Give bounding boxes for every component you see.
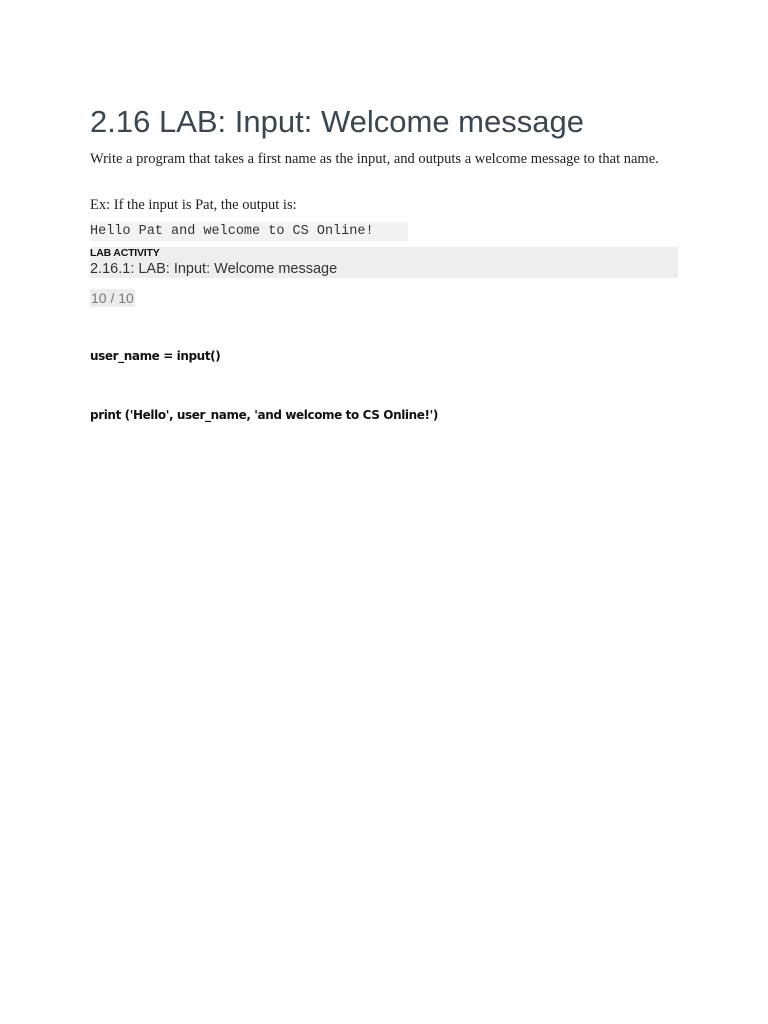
page-title: 2.16 LAB: Input: Welcome message: [90, 104, 584, 139]
lab-activity-header: [90, 247, 678, 278]
score-badge: 10 / 10: [91, 290, 134, 306]
code-line: print ('Hello', user_name, 'and welcome to CS Online!'): [90, 408, 438, 422]
lab-activity-label: LAB ACTIVITY: [90, 247, 160, 259]
example-intro: Ex: If the input is Pat, the output is:: [90, 197, 297, 213]
problem-description: Write a program that takes a first name as the input, and outputs a welcome message to that name.: [90, 151, 659, 167]
sample-output: Hello Pat and welcome to CS Online!: [90, 222, 408, 241]
code-line: user_name = input(): [90, 349, 221, 363]
lab-activity-title: 2.16.1: LAB: Input: Welcome message: [90, 261, 338, 277]
